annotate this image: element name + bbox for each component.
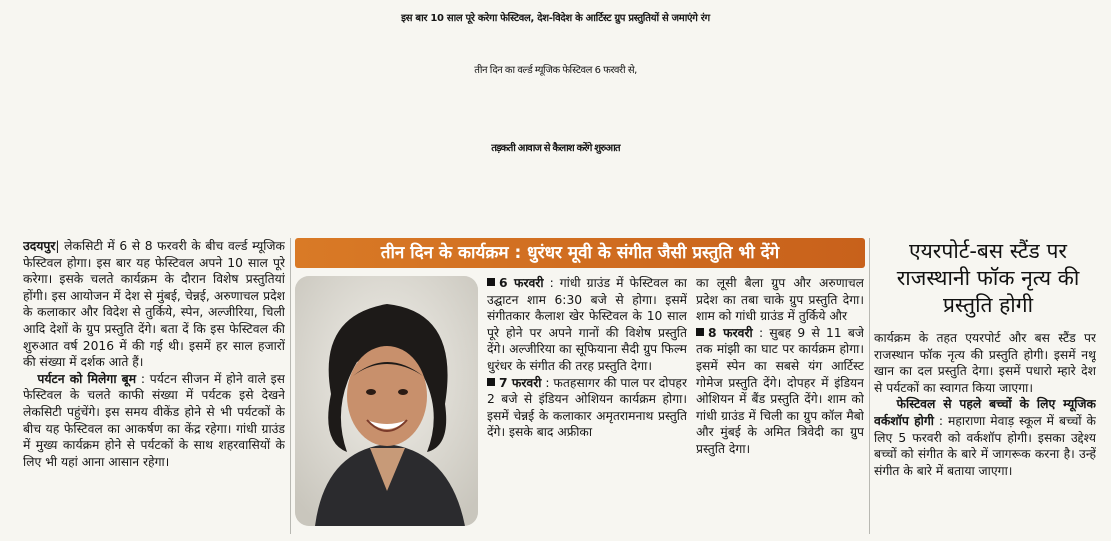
- story-column-main: उदयपुर| लेकसिटी में 6 से 8 फरवरी के बीच वर्ल्ड म्यूजिक फेस्टिवल होगा। इस बार यह फेस्टिवल अपने 10 साल पूरे करेगा। इसके चलते कार्यक्रम के दौरान विशेष प्रस्तुतियां होंगी। इस आयोजन में देश से मुंबई, चेन्नई, अरुणाचल प्रदेश के कलाकार और विदेश से तुर्किये, स्पेन, अल्जीरिया, चिली आदि देशों के ग्रुप प्रस्तुति देंगे। बता दें कि इस फेस्टिवल की शुरुआत वर्ष 2016 में की गई थी। इसमें हर साल हजारों की संख्या में दर्शक आते हैं। पर्यटन को मिलेगा बूम : पर्यटन सीजन में होने वाले इस फेस्टिवल के चलते काफी संख्या में पर्यटक इसे देखने लेकसिटी पहुंचेंगे। इस समय वीकेंड होने से भी पर्यटकों के बीच यह फेस्टिवल का आकर्षण का केंद्र रहेगा। गांधी ग्राउंड में मुख्य कार्यक्रम होने से पर्यटकों के साथ शहरवासियों के लिए भी यहां आना आसान रहेगा।: [23, 239, 285, 469]
- schedule-column-b: [696, 275, 864, 537]
- schedule-text: : फतहसागर की पाल पर दोपहर 2 बजे से इंडियन ओशियन कार्यक्रम होगा। इसमें चेन्नई के कलाकार अमृतरामनाथ प्रस्तुति देंगे। इसके बाद अफ्रीका: [487, 375, 687, 440]
- bullet-icon: [696, 328, 704, 336]
- schedule-column-a: [487, 275, 687, 537]
- bullet-icon: [487, 378, 495, 386]
- kicker-headline: इस बार 10 साल पूरे करेगा फेस्टिवल, देश-विदेश के आर्टिस्ट ग्रुप प्रस्तुतियों से जमाएंगे रंग: [401, 13, 710, 24]
- schedule-day: 6 फरवरी: [499, 276, 544, 290]
- dateline: उदयपुर: [23, 239, 56, 253]
- schedule-text: : गांधी ग्राउंड में फेस्टिवल का उद्घाटन शाम 6:30 बजे से होगा। इसमें संगीतकार कैलाश खेर फेस्टिवल के 10 साल पूरे होने पर अपने गानों की विशेष प्रस्तुति देंगे। अल्जीरिया का सूफियाना सैदी ग्रुप फिल्म धुरंधर के संगीत की तरह प्रस्तुति देगा।: [487, 276, 687, 373]
- story-paragraph: : पर्यटन सीजन में होने वाले इस फेस्टिवल के चलते काफी संख्या में पर्यटक इसे देखने लेकसिटी पहुंचेंगे। इस समय वीकेंड होने से भी पर्यटकों के बीच यह फेस्टिवल का आकर्षण का केंद्र रहेगा। गांधी ग्राउंड में मुख्य कार्यक्रम होने से पर्यटकों के साथ शहरवासियों के लिए भी यहां आना आसान रहेगा।: [23, 371, 285, 469]
- headline-line-2: तड़कती आवाज से कैलाश करेंगे शुरुआत: [491, 143, 620, 154]
- sidebar-paragraph: कार्यक्रम के तहत एयरपोर्ट और बस स्टैंड पर राजस्थान फॉक नृत्य की प्रस्तुति होगी। इसमें नथू खान का दल प्रस्तुति देगा। इसमें पधारो म्हारे देश से पर्यटकों का स्वागत किया जाएगा।: [874, 331, 1096, 395]
- column-divider: [869, 238, 870, 534]
- schedule-text: का लूसी बैला ग्रुप और अरुणाचल प्रदेश का तबा चाके ग्रुप प्रस्तुति देगा। शाम को गांधी ग्राउंड में तुर्किये और: [696, 276, 864, 324]
- portrait-photo: [295, 276, 478, 526]
- story-paragraph: लेकसिटी में 6 से 8 फरवरी के बीच वर्ल्ड म्यूजिक फेस्टिवल होगा। इस बार यह फेस्टिवल अपने 10 साल पूरे करेगा। इसके चलते कार्यक्रम के दौरान विशेष प्रस्तुतियां होंगी। इस आयोजन में देश से मुंबई, चेन्नई, अरुणाचल प्रदेश के कलाकार और विदेश से तुर्किये, स्पेन, अल्जीरिया, चिली आदि देशों के ग्रुप प्रस्तुति देंगे। बता दें कि इस फेस्टिवल की शुरुआत वर्ष 2016 में की गई थी। इसमें हर साल हजारों की संख्या में दर्शक आते हैं।: [23, 239, 285, 370]
- bullet-icon: [487, 278, 495, 286]
- sidebar-paragraph: : महाराणा मेवाड़ स्कूल में बच्चों के लिए 5 फरवरी को वर्कशॉप होगी। इसका उद्देश्य बच्चों को संगीत के बारे में जागरूक करना है। उन्हें संगीत के बारे में बताया जाएगा।: [874, 413, 1096, 478]
- schedule-day: 7 फरवरी: [499, 375, 542, 390]
- portrait-photo-icon: [295, 276, 478, 526]
- schedule-text: : सुबह 9 से 11 बजे तक मांझी का घाट पर कार्यक्रम होगा। इसमें स्पेन का सबसे यंग आर्टिस्ट गोमेज प्रस्तुति देंगे। दोपहर में इंडियन ओशियन में बैंड प्रस्तुति देंगे। शाम को गांधी ग्राउंड में चिली का ग्रुप कॉल मैबो और मुंबई के अमित त्रिवेदी का ग्रुप प्रस्तुति देगा।: [696, 325, 864, 456]
- sidebar-column: [874, 330, 1096, 538]
- sidebar-headline: एयरपोर्ट-बस स्टैंड पर राजस्थानी फॉक नृत्य की प्रस्तुति होगी: [896, 239, 1080, 317]
- schedule-day: 8 फरवरी: [708, 325, 753, 340]
- column-divider: [290, 238, 291, 534]
- subhead-inline: पर्यटन को मिलेगा बूम: [37, 371, 137, 386]
- headline-line-1: तीन दिन का वर्ल्ड म्यूजिक फेस्टिवल 6 फरवरी से,: [474, 65, 637, 76]
- schedule-banner: तीन दिन के कार्यक्रम : धुरंधर मूवी के संगीत जैसी प्रस्तुति भी देंगे: [295, 238, 865, 268]
- subhead-inline: फेस्टिवल से पहले बच्चों के लिए म्यूजिक वर्कशॉप होगी: [874, 397, 1096, 428]
